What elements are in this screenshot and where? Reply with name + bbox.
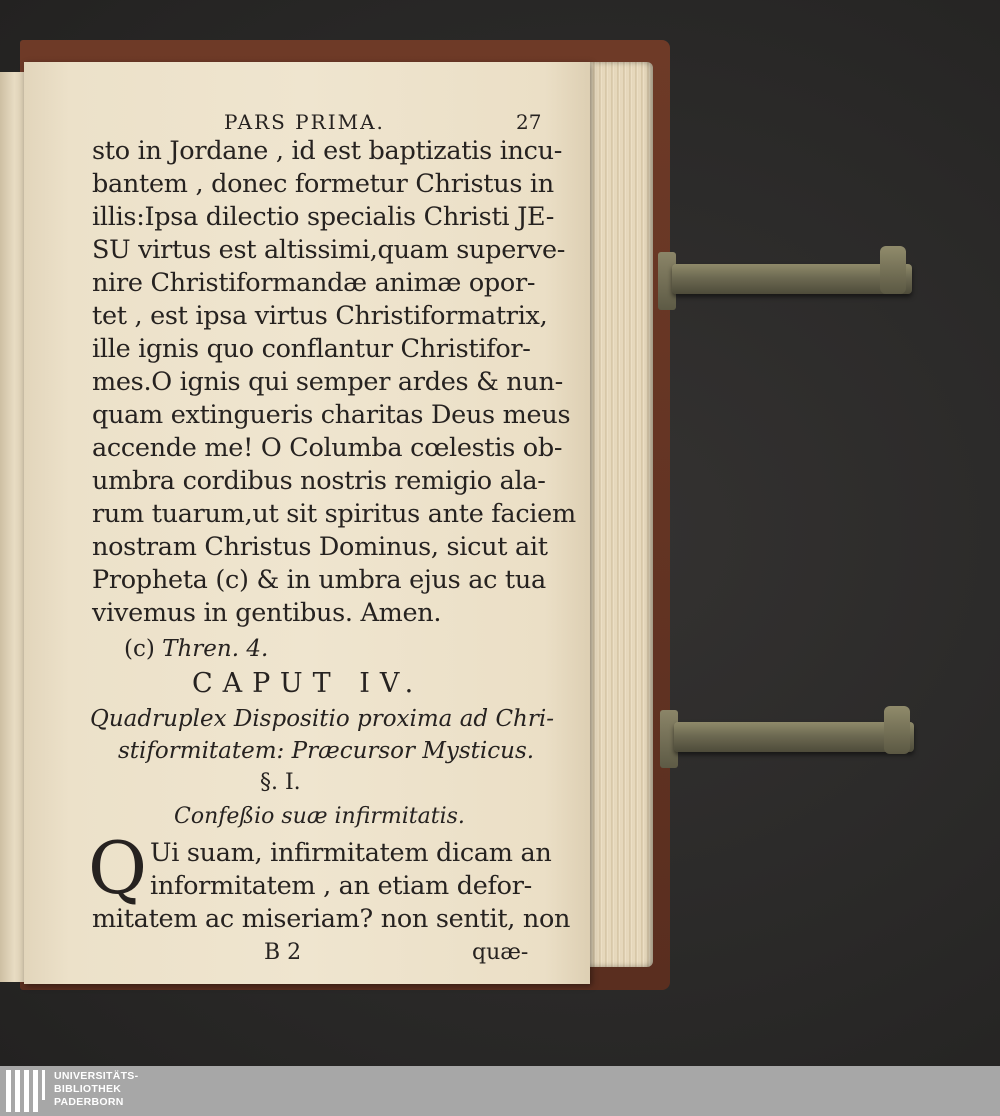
footnote-ref: Thren. 4.	[162, 636, 269, 662]
body-line: nire Christiformandæ animæ opor-	[92, 268, 536, 298]
book-page	[24, 62, 590, 984]
body-line: sto in Jordane , id est baptizatis incu-	[92, 136, 563, 166]
chapter-subtitle-line: Quadruplex Dispositio proxima ad Chri-	[90, 706, 554, 732]
body-line: tet , est ipsa virtus Christiformatrix,	[92, 301, 548, 331]
body-line: Ui suam, infirmitatem dicam an	[150, 838, 552, 868]
section-title: Confeßio suæ infirmitatis.	[174, 804, 465, 829]
footer-bar	[0, 1066, 1000, 1116]
logo-text-line: UNIVERSITÄTS-	[54, 1070, 139, 1082]
logo-text-line: BIBLIOTHEK	[54, 1083, 122, 1095]
library-logo-icon	[6, 1070, 48, 1112]
drop-cap-initial: Q	[88, 826, 148, 910]
chapter-title: CAPUT IV.	[192, 668, 424, 699]
body-line: Propheta (c) & in umbra ejus ac tua	[92, 565, 546, 595]
body-line: nostram Christus Dominus, sicut ait	[92, 532, 548, 562]
body-line: mitatem ac miseriam? non sentit, non	[92, 904, 571, 934]
page-number: 27	[516, 110, 542, 134]
body-line: rum tuarum,ut sit spiritus ante faciem	[92, 499, 576, 529]
signature-mark: B 2	[264, 940, 302, 965]
body-line: mes.O ignis qui semper ardes & nun-	[92, 367, 563, 397]
body-line: vivemus in gentibus. Amen.	[92, 598, 442, 628]
running-head: PARS PRIMA.	[224, 110, 385, 134]
logo-text-line: PADERBORN	[54, 1096, 124, 1108]
body-line: quam extingueris charitas Deus meus	[92, 400, 571, 430]
body-line: umbra cordibus nostris remigio ala-	[92, 466, 546, 496]
body-line: informitatem , an etiam defor-	[150, 871, 532, 901]
body-line: illis:Ipsa dilectio specialis Christi JE-	[92, 202, 555, 232]
body-line: bantem , donec formetur Christus in	[92, 169, 554, 199]
body-line: SU virtus est altissimi,quam superve-	[92, 235, 566, 265]
chapter-subtitle-line: stiformitatem: Præcursor Mysticus.	[118, 738, 535, 764]
page-block-edges	[585, 62, 653, 967]
facing-page-edge	[0, 72, 25, 982]
body-line: accende me! O Columba cœlestis ob-	[92, 433, 563, 463]
body-line: ille ignis quo conflantur Christifor-	[92, 334, 531, 364]
footnote	[124, 636, 268, 662]
section-mark: §. I.	[260, 770, 301, 795]
catchword: quæ-	[472, 940, 529, 965]
footnote-mark: (c)	[124, 636, 155, 662]
